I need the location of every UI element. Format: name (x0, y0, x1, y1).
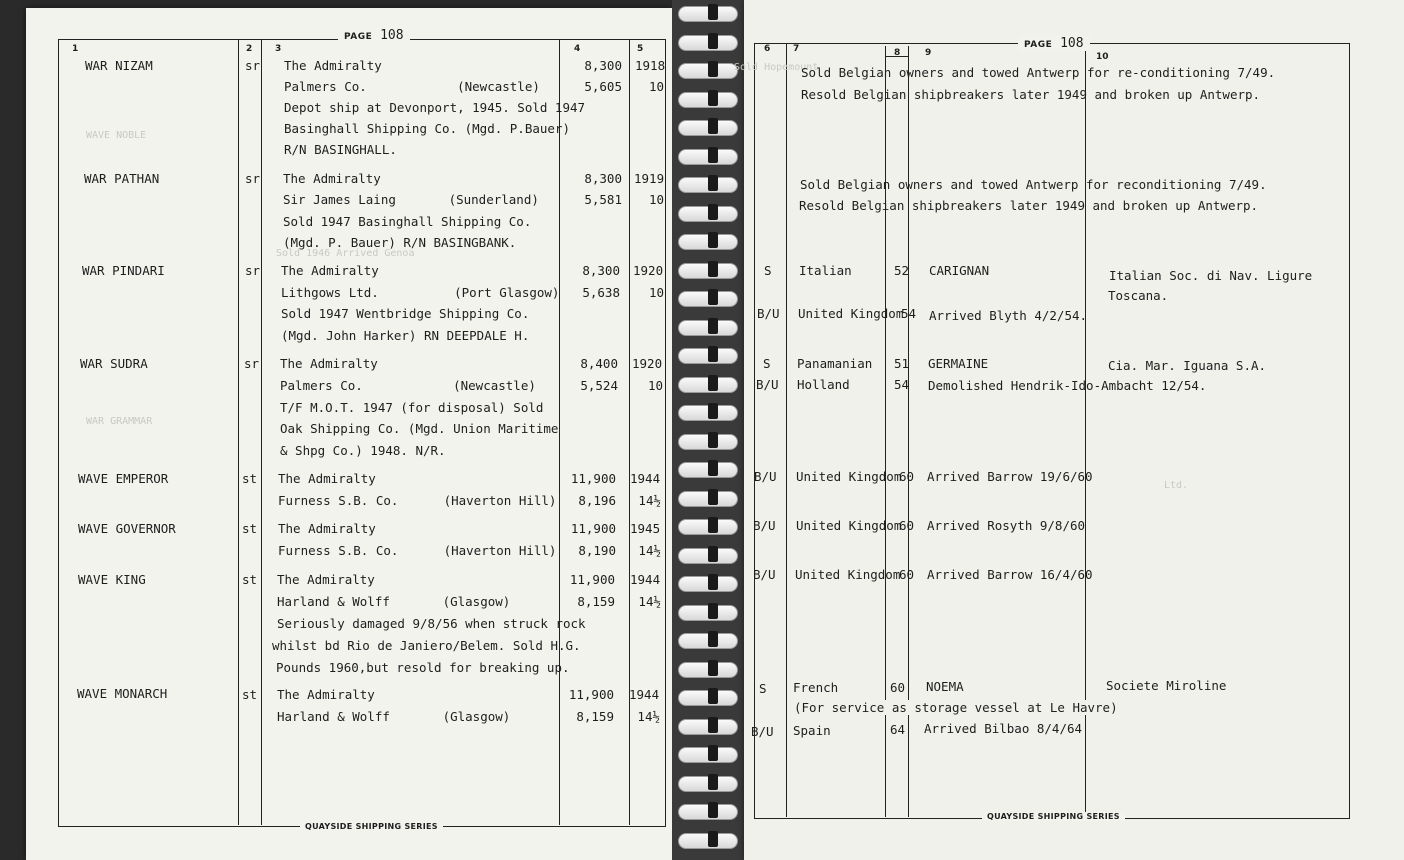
page-header: PAGE 108 (1018, 36, 1090, 51)
gross-tonnage: 8,300 (582, 263, 620, 278)
entry-line: (Mgd. John Harker) RN DEEPDALE H. (281, 328, 530, 343)
ship-name: WAR SUDRA (80, 356, 148, 371)
binding-hole (708, 745, 718, 761)
year: 52 (894, 263, 910, 278)
disposal-code: B/U (753, 518, 776, 533)
column-number: 4 (574, 44, 581, 54)
binding-hole (708, 517, 718, 533)
entry-line: Seriously damaged 9/8/56 when struck rock (277, 616, 586, 631)
ship-renamed: GERMAINE (928, 356, 989, 371)
binding-hole (708, 403, 718, 419)
net-tonnage: 5,638 (582, 285, 620, 300)
entry-line: Lithgows Ltd. (Port Glasgow) (281, 285, 560, 300)
column-number: 9 (925, 48, 932, 58)
entry-line: The Admiralty (281, 263, 379, 278)
speed: 14½ (638, 594, 661, 609)
build-year: 1919 (634, 171, 665, 186)
engine-code: st (242, 572, 258, 587)
speed: 10 (648, 192, 664, 207)
binding-hole (708, 831, 718, 847)
ship-name: WAVE KING (78, 572, 146, 587)
entry-line: The Admiralty (278, 471, 376, 486)
binding-hole (708, 175, 718, 191)
entry-line: Furness S.B. Co. (Haverton Hill) (278, 493, 557, 508)
binding-hole (708, 460, 718, 476)
engine-code: st (242, 687, 258, 702)
entry-line: Basinghall Shipping Co. (Mgd. P.Bauer) (284, 121, 570, 136)
flag: Holland (797, 377, 850, 392)
binding-hole (708, 375, 718, 391)
binding-hole (708, 688, 718, 704)
column-number: 3 (275, 44, 282, 54)
left-page: PAGE 108 1 2 3 4 5 WAVE NOBLE Sold 1946 Arrived Genoa WAR GRAMMAR WAR NIZAM sr The Admiralty Palmers Co. (Newcastle) Depot ship at Devonport, 1945. Sold 1947 Basinghall Shipping Co. (Mgd. P.Bauer) R/N BASINGHALL. 8,300 5,605 1918 10 WAR PATHAN sr The Admiralty Sir James Laing (Sunderland) Sold 1947 Basinghall Shipping Co. (Mgd. P. Bauer) R/N BASINGBANK. 8,300 5,581 1919 10 WAR PINDARI sr The Admiralty Lithgows Ltd. (Port Glasgow) Sold 1947 Wentbridge Shipping Co. (Mgd. John Harker) RN DEEPDALE H. 8,300 5,638 1920 10 WAR SUDRA sr The Admiralty Palmers Co. (Newcastle) T/F M.O.T. 1947 (for disposal) Sold Oak Shipping Co. (Mgd. Union Maritime & Shpg Co.) 1948. N/R. 8,400 5,524 1920 10 WAVE EMPEROR st The Admiralty Furness S.B. Co. (Haverton Hill) 11,900 8,196 1944 14½ WAVE GOVERNOR st The Admiralty Furness S.B. Co. (Haverton Hill) 11,900 8,190 1945 14½ WAVE KING st The Admiralty Harland & Wolff (Glasgow) Seriously damaged 9/8/56 when struck rock whilst bd Rio de Janiero/Belem. Sold H.G. Pounds 1960,but resold for breaking up. 11,900 8,159 1944 14½ WAVE MONARCH st The Admiralty Harland & Wolff (Glasgow) 11,900 8,159 1944 14½ QUAYSIDE SHIPPING SERIES (26, 8, 672, 860)
entry-line: Pounds 1960,but resold for breaking up. (276, 660, 570, 675)
column-number: 2 (246, 44, 253, 54)
column-divider (629, 39, 630, 825)
build-year: 1945 (630, 521, 661, 536)
column-number: 1 (72, 44, 79, 54)
owner: Toscana. (1108, 288, 1169, 303)
column-divider (261, 39, 262, 825)
column-divider (238, 39, 239, 825)
binding-hole (708, 33, 718, 49)
build-year: 1944 (630, 471, 661, 486)
binding-hole (708, 346, 718, 362)
column-number: 6 (764, 44, 771, 54)
binding-hole (708, 546, 718, 562)
gross-tonnage: 8,300 (584, 171, 622, 186)
ship-name: WAR PINDARI (82, 263, 165, 278)
binding-hole (708, 603, 718, 619)
column-number: 7 (793, 44, 800, 54)
ship-name: WAVE GOVERNOR (78, 521, 176, 536)
fate-note: Arrived Barrow 19/6/60 (927, 469, 1093, 484)
owner: Italian Soc. di Nav. Ligure (1109, 268, 1313, 283)
gross-tonnage: 11,900 (569, 572, 615, 587)
net-tonnage: 5,524 (580, 378, 618, 393)
gross-tonnage: 8,300 (584, 58, 622, 73)
entry-line: T/F M.O.T. 1947 (for disposal) Sold (280, 400, 544, 415)
speed: 14½ (638, 493, 661, 508)
engine-code: st (242, 471, 258, 486)
net-tonnage: 8,190 (578, 543, 616, 558)
net-tonnage: 8,196 (578, 493, 616, 508)
year: 54 (901, 306, 917, 321)
year: 60 (899, 518, 915, 533)
ship-name: WAR PATHAN (84, 171, 160, 186)
fate-note: Arrived Rosyth 9/8/60 (927, 518, 1086, 533)
fate-note: Sold Belgian owners and towed Antwerp for reconditioning 7/49. (800, 177, 1267, 192)
footer-series: QUAYSIDE SHIPPING SERIES (982, 812, 1125, 821)
entry-line: Sir James Laing (Sunderland) (283, 192, 539, 207)
build-year: 1944 (630, 572, 661, 587)
engine-code: sr (245, 58, 261, 73)
entry-line: R/N BASINGHALL. (284, 142, 397, 157)
column-divider (559, 39, 560, 825)
flag: Panamanian (797, 356, 873, 371)
engine-code: sr (245, 263, 261, 278)
binding-hole (708, 574, 718, 590)
column-number: 5 (637, 44, 644, 54)
fate-note: Arrived Blyth 4/2/54. (929, 308, 1088, 323)
net-tonnage: 5,581 (584, 192, 622, 207)
flag: United Kingdom (796, 518, 902, 533)
gross-tonnage: 8,400 (580, 356, 618, 371)
owner: Cia. Mar. Iguana S.A. (1108, 358, 1267, 373)
speed: 10 (648, 79, 664, 94)
owner: Societe Miroline (1106, 678, 1227, 693)
binding-hole (708, 261, 718, 277)
fate-note: Resold Belgian shipbreakers later 1949 and broken up Antwerp. (799, 198, 1259, 213)
year: 51 (894, 356, 910, 371)
gross-tonnage: 11,900 (570, 521, 616, 536)
net-tonnage: 5,605 (584, 79, 622, 94)
entry-line: Sold 1947 Basinghall Shipping Co. (283, 214, 532, 229)
entry-line: The Admiralty (278, 521, 376, 536)
binding-hole (708, 489, 718, 505)
entry-line: The Admiralty (280, 356, 378, 371)
footer-series: QUAYSIDE SHIPPING SERIES (300, 822, 443, 831)
entry-line: The Admiralty (277, 687, 375, 702)
year: 60 (890, 680, 906, 695)
fate-note: Arrived Barrow 16/4/60 (927, 567, 1093, 582)
gross-tonnage: 11,900 (568, 687, 614, 702)
binding-hole (708, 717, 718, 733)
speed: 14½ (637, 709, 660, 724)
column-number: 10 (1096, 52, 1109, 62)
disposal-code: B/U (754, 469, 777, 484)
binding-hole (708, 204, 718, 220)
entry-line: Depot ship at Devonport, 1945. Sold 1947 (284, 100, 586, 115)
binding-hole (708, 432, 718, 448)
build-year: 1920 (633, 263, 664, 278)
flag: Spain (793, 723, 831, 738)
net-tonnage: 8,159 (577, 594, 615, 609)
entry-line: Sold 1947 Wentbridge Shipping Co. (281, 306, 530, 321)
entry-line: whilst bd Rio de Janiero/Belem. Sold H.G. (272, 638, 581, 653)
right-page: PAGE 108 6 7 8 9 10 Sold Hopemount Ltd. Sold Belgian owners and towed Antwerp for re-conditioning 7/49. Resold Belgian shipbreakers later 1949 and broken up Antwerp. Sold Belgian owners and towed Antwerp for reconditioning 7/49. Resold Belgian shipbreakers later 1949 and broken up Antwerp. S Italian 52 CARIGNAN Italian Soc. di Nav. Ligure Toscana. B/U United Kingdom 54 Arrived Blyth 4/2/54. S Panamanian 51 GERMAINE Cia. Mar. Iguana S.A. B/U Holland 54 Demolished Hendrik-Ido-Ambacht 12/54. B/U United Kingdom 60 Arrived Barrow 19/6/60 B/U United Kingdom 60 Arrived Rosyth 9/8/60 B/U United Kingdom 60 Arrived Barrow 16/4/60 S French 60 NOEMA Societe Miroline (For service as storage vessel at Le Havre) B/U Spain 64 Arrived Bilbao 8/4/64 QUAYSIDE SHIPPING SERIES (744, 0, 1404, 860)
engine-code: st (242, 521, 258, 536)
fate-note: Sold Belgian owners and towed Antwerp for re-conditioning 7/49. (801, 65, 1276, 80)
build-year: 1944 (629, 687, 660, 702)
entry-line: The Admiralty (283, 171, 381, 186)
entry-line: Palmers Co. (Newcastle) (280, 378, 536, 393)
ship-name: WAVE MONARCH (77, 686, 168, 701)
flag: Italian (799, 263, 852, 278)
fate-note: Arrived Bilbao 8/4/64 (924, 721, 1083, 736)
speed: 10 (648, 285, 664, 300)
year: 60 (899, 567, 915, 582)
entry-line: & Shpg Co.) 1948. N/R. (280, 443, 446, 458)
disposal-code: B/U (753, 567, 776, 582)
disposal-code: B/U (757, 306, 780, 321)
binding-hole (708, 90, 718, 106)
entry-line: Oak Shipping Co. (Mgd. Union Maritime (280, 421, 559, 436)
net-tonnage: 8,159 (576, 709, 614, 724)
year: 54 (894, 377, 910, 392)
binding-hole (708, 289, 718, 305)
ship-renamed: NOEMA (926, 679, 964, 694)
binding-hole (708, 802, 718, 818)
page-header: PAGE 108 (338, 28, 410, 43)
build-year: 1918 (635, 58, 666, 73)
binding-hole (708, 232, 718, 248)
disposal-code: S (764, 263, 772, 278)
entry-line: Harland & Wolff (Glasgow) (277, 594, 511, 609)
binding-hole (708, 147, 718, 163)
binding-hole (708, 4, 718, 20)
disposal-code: B/U (751, 724, 774, 739)
engine-code: sr (245, 171, 261, 186)
speed: 14½ (638, 543, 661, 558)
ship-name: WAVE EMPEROR (78, 471, 169, 486)
engine-code: sr (244, 356, 260, 371)
entry-line: Palmers Co. (Newcastle) (284, 79, 540, 94)
year: 64 (890, 722, 906, 737)
flag: French (793, 680, 839, 695)
flag: United Kingdom (795, 567, 901, 582)
binding-hole (708, 318, 718, 334)
disposal-code: S (763, 356, 771, 371)
binding-hole (708, 660, 718, 676)
column-number: 8 (894, 48, 901, 58)
entry-line: Furness S.B. Co. (Haverton Hill) (278, 543, 557, 558)
binding-hole (708, 774, 718, 790)
year: 60 (899, 469, 915, 484)
fate-note: (For service as storage vessel at Le Havre) (794, 700, 1118, 715)
fate-note: Resold Belgian shipbreakers later 1949 and broken up Antwerp. (801, 87, 1261, 102)
entry-line: Harland & Wolff (Glasgow) (277, 709, 511, 724)
entry-line: (Mgd. P. Bauer) R/N BASINGBANK. (283, 235, 517, 250)
binding-hole (708, 118, 718, 134)
disposal-code: S (759, 681, 767, 696)
entry-line: The Admiralty (277, 572, 375, 587)
entry-line: The Admiralty (284, 58, 382, 73)
binding-hole (708, 631, 718, 647)
flag: United Kingdom (798, 306, 904, 321)
binding-hole (708, 61, 718, 77)
build-year: 1920 (632, 356, 663, 371)
fate-note: Demolished Hendrik-Ido-Ambacht 12/54. (928, 378, 1207, 393)
disposal-code: B/U (756, 377, 779, 392)
ship-name: WAR NIZAM (85, 58, 153, 73)
flag: United Kingdom (796, 469, 902, 484)
gross-tonnage: 11,900 (570, 471, 616, 486)
ship-renamed: CARIGNAN (929, 263, 990, 278)
speed: 10 (647, 378, 663, 393)
column-divider (786, 43, 787, 817)
